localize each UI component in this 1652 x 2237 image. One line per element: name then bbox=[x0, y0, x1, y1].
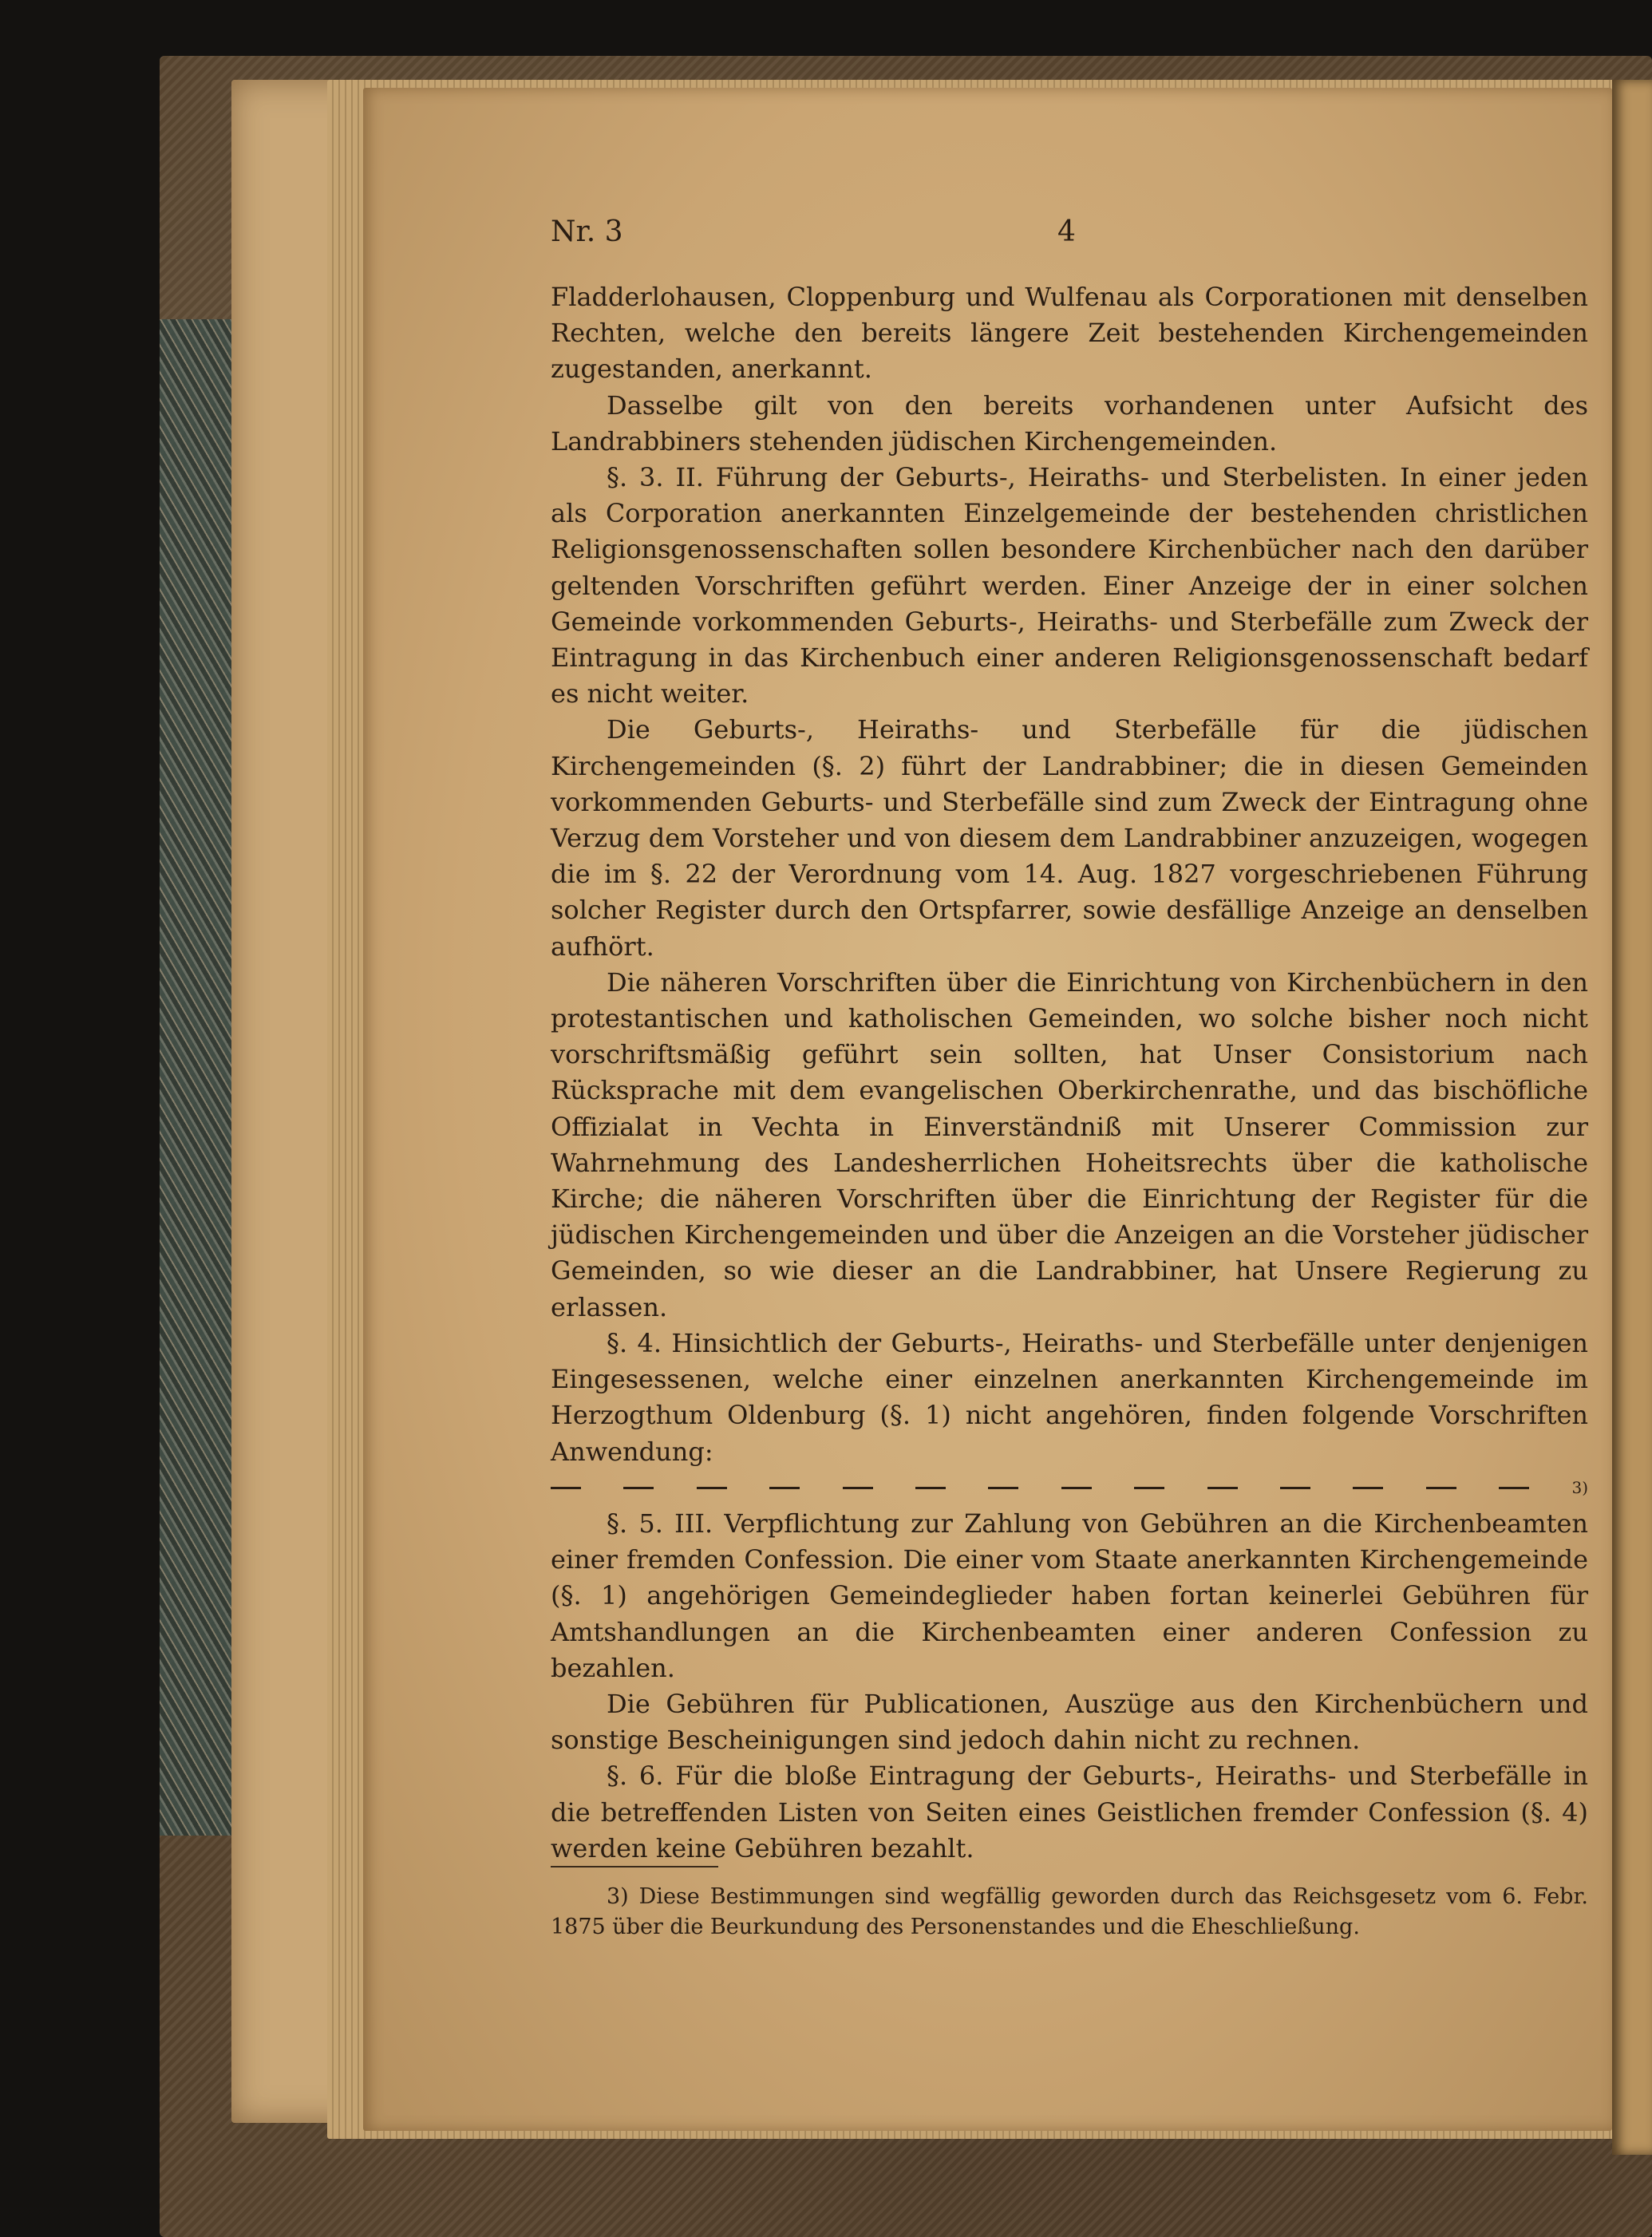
paragraph: Dasselbe gilt von den bereits vorhandenen unter Aufsicht des Landrabbiners stehenden jüdischen Kirchengemeinden. bbox=[551, 389, 1588, 456]
paragraph: §. 5. III. Verpflichtung zur Zahlung von Gebühren an die Kirchenbeamten einer fremden Confession. Die einer vom Staate anerkannten Kirchengemeinde (§. 1) angehörigen Gemeindeglieder haben fortan keinerlei Gebühren für Amtshandlungen an die Kirchenbeamten einer anderen Confession zu bezahlen. bbox=[551, 1508, 1588, 1683]
footnote bbox=[551, 1882, 1588, 1943]
page-body bbox=[551, 279, 1588, 1867]
paragraph: §. 6. Für die bloße Eintragung der Geburts-, Heiraths- und Sterbefälle in die betreffenden Listen von Seiten eines Geistlichen fremder Confession (§. 4) werden keine Gebühren bezahlt. bbox=[551, 1761, 1588, 1864]
page-gutter bbox=[1612, 80, 1652, 2155]
paragraph: Die Geburts-, Heiraths- und Sterbefälle für die jüdischen Kirchengemeinden (§. 2) führt der Landrabbiner; die in diesen Gemeinden vorkommenden Geburts- und Sterbefälle sind zum Zweck der Eintragung ohne Verzug dem Vorsteher und von diesem dem Landrabbiner anzuzeigen, wogegen die im §. 22 der Verordnung vom 14. Aug. 1827 vorgeschriebenen Führung solcher Register durch den Ortspfarrer, sowie desfällige Anzeige an denselben aufhört. bbox=[551, 714, 1588, 962]
issue-number: Nr. 3 bbox=[551, 215, 623, 248]
footnote-rule bbox=[551, 1866, 718, 1867]
omission-dashes bbox=[551, 1470, 1588, 1506]
paragraph: Die näheren Vorschriften über die Einrichtung von Kirchenbüchern in den protestantischen und katholischen Gemeinden, wo solche bisher noch nicht vorschriftsmäßig geführt sein sollten, hat Unser Consistorium nach Rücksprache mit dem evangelischen Oberkirchenrathe, und das bischöfliche Offizialat in Vechta in Einverständniß mit Unserer Commission zur Wahrnehmung des Landesherrlichen Hoheitsrechts über die katholische Kirche; die näheren Vorschriften über die Einrichtung der Register für die jüdischen Kirchengemeinden und über die Anzeigen an die Vorsteher jüdischer Gemeinden, so wie dieser an die Landrabbiner, hat Unsere Regierung zu erlassen. bbox=[551, 966, 1588, 1322]
paragraph: §. 3. II. Führung der Geburts-, Heiraths- und Sterbelisten. In einer jeden als Corporation anerkannten Einzelgemeinde der bestehenden christlichen Religionsgenossenschaften sollen besondere Kirchenbücher nach den darüber geltenden Vorschriften geführt werden. Einer Anzeige der in einer solchen Gemeinde vorkommenden Geburts-, Heiraths- und Sterbefälle zum Zweck der Eintragung in das Kirchenbuch einer anderen Religionsgenossenschaft bedarf es nicht weiter. bbox=[551, 462, 1588, 709]
page-header bbox=[551, 215, 1588, 255]
footnote-text: 3) Diese Bestimmungen sind wegfällig geworden durch das Reichsgesetz vom 6. Febr. 1875 über die Beurkundung des Personenstandes und die Eheschließung. bbox=[551, 1884, 1588, 1939]
page-number: 4 bbox=[1057, 215, 1076, 248]
paragraph: §. 4. Hinsichtlich der Geburts-, Heiraths- und Sterbefälle unter denjenigen Eingesessenen, welche einer einzelnen anerkannten Kirchengemeinde im Herzogthum Oldenburg (§. 1) nicht angehören, finden folgende Vorschriften Anwendung: bbox=[551, 1327, 1588, 1467]
paragraph: Fladderlohausen, Cloppenburg und Wulfenau als Corporationen mit denselben Rechten, welche den bereits längere Zeit bestehenden Kirchengemeinden zugestanden, anerkannt. bbox=[551, 282, 1588, 385]
paragraph: Die Gebühren für Publicationen, Auszüge aus den Kirchenbüchern und sonstige Bescheinigungen sind jedoch dahin nicht zu rechnen. bbox=[551, 1688, 1588, 1756]
footnote-marker: 3) bbox=[1571, 1477, 1588, 1497]
